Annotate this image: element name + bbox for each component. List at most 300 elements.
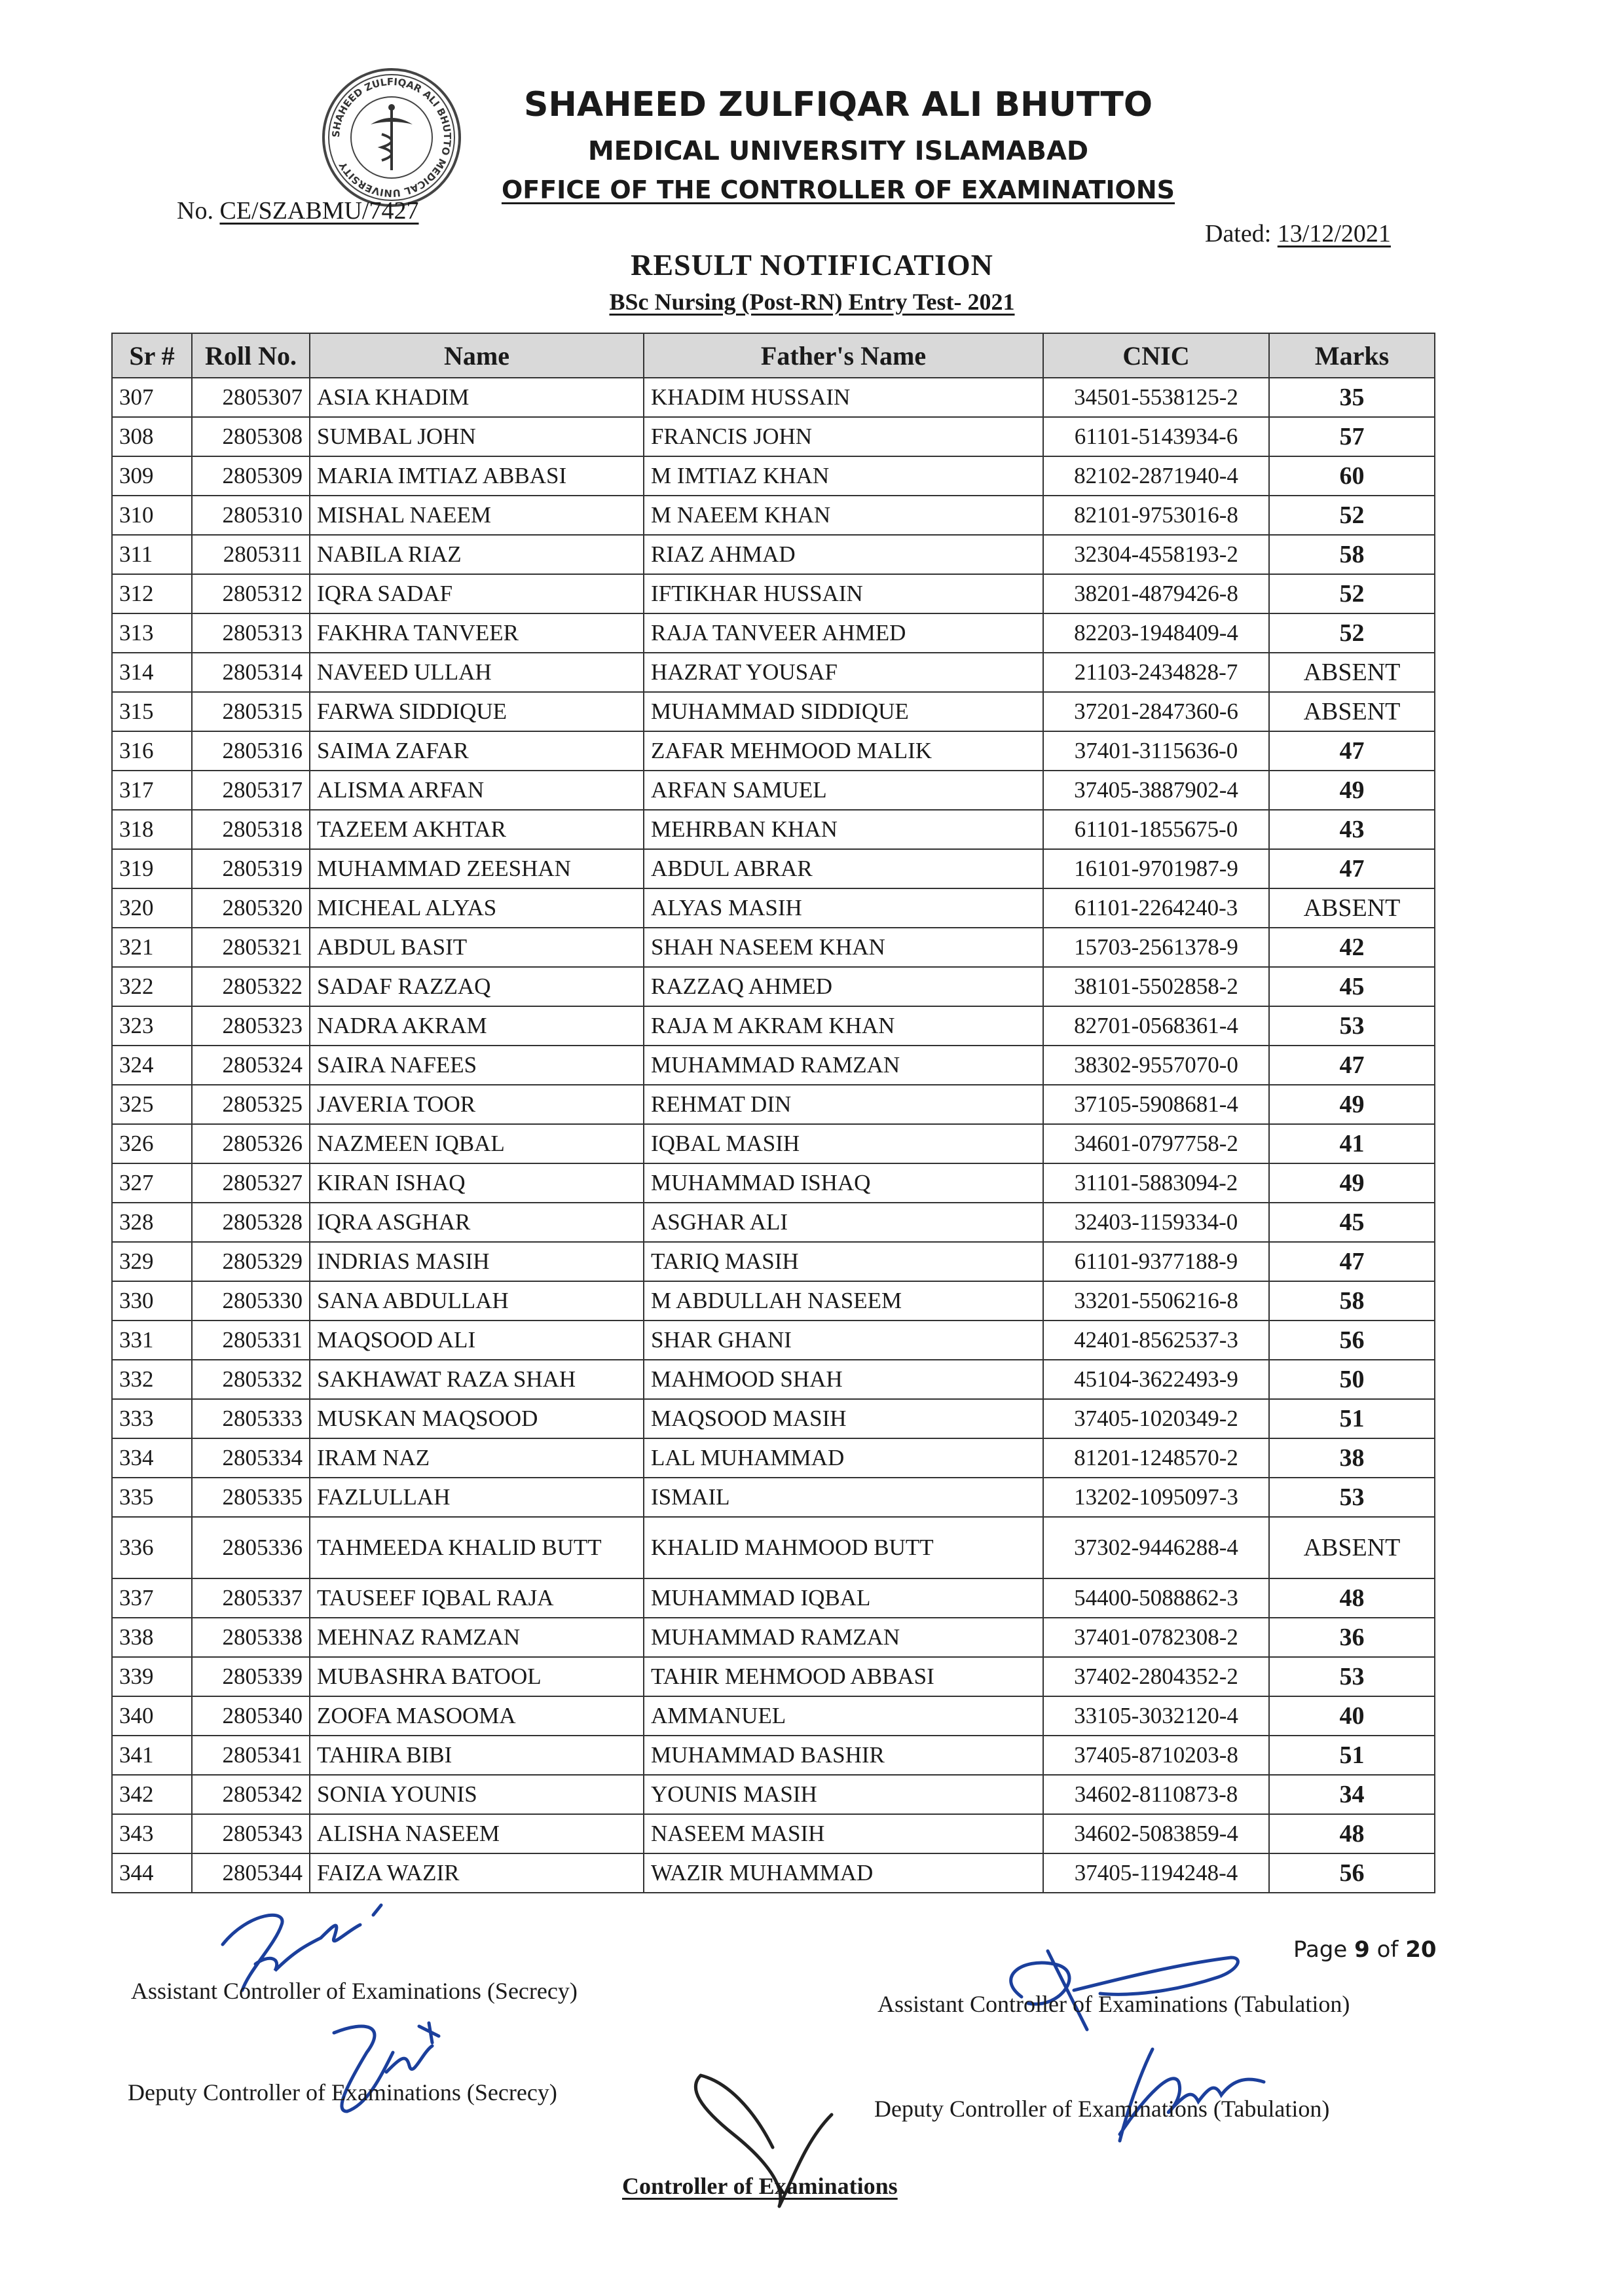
table-row <box>112 1085 1435 1124</box>
cnic-cell: 37201-2847360-6 <box>1043 692 1269 731</box>
table-row <box>112 1814 1435 1853</box>
roll-no-cell: 2805312 <box>192 574 310 613</box>
name-cell: FAZLULLAH <box>310 1478 644 1517</box>
fathers-name-cell: MAHMOOD SHAH <box>644 1360 1043 1399</box>
cnic-cell: 34601-0797758-2 <box>1043 1124 1269 1163</box>
cnic-cell: 61101-9377188-9 <box>1043 1242 1269 1281</box>
marks-cell: 53 <box>1269 1006 1435 1046</box>
university-subtitle: MEDICAL UNIVERSITY ISLAMABAD <box>587 136 1089 166</box>
sr-cell: 317 <box>112 771 192 810</box>
sr-cell: 337 <box>112 1578 192 1618</box>
notification-subtitle-text: BSc Nursing (Post-RN) Entry Test- 2021 <box>609 289 1015 315</box>
cnic-cell: 32304-4558193-2 <box>1043 535 1269 574</box>
marks-cell: 49 <box>1269 1085 1435 1124</box>
name-cell: TAUSEEF IQBAL RAJA <box>310 1578 644 1618</box>
roll-no-cell: 2805322 <box>192 967 310 1006</box>
marks-cell: 56 <box>1269 1853 1435 1893</box>
table-row <box>112 1618 1435 1657</box>
roll-no-cell: 2805311 <box>192 535 310 574</box>
roll-no-cell: 2805319 <box>192 849 310 888</box>
table-row <box>112 1242 1435 1281</box>
sr-cell: 334 <box>112 1438 192 1478</box>
roll-no-cell: 2805326 <box>192 1124 310 1163</box>
marks-cell: ABSENT <box>1269 888 1435 928</box>
fathers-name-cell: WAZIR MUHAMMAD <box>644 1853 1043 1893</box>
roll-no-cell: 2805313 <box>192 613 310 653</box>
marks-cell: ABSENT <box>1269 1517 1435 1578</box>
fathers-name-cell: TARIQ MASIH <box>644 1242 1043 1281</box>
roll-no-cell: 2805336 <box>192 1517 310 1578</box>
fathers-name-cell: MUHAMMAD ISHAQ <box>644 1163 1043 1203</box>
table-row <box>112 378 1435 417</box>
marks-cell: 58 <box>1269 1281 1435 1321</box>
cnic-cell: 37405-1194248-4 <box>1043 1853 1269 1893</box>
fathers-name-cell: SHAH NASEEM KHAN <box>644 928 1043 967</box>
name-cell: SADAF RAZZAQ <box>310 967 644 1006</box>
page-of: of <box>1376 1937 1399 1963</box>
signature-deputy-secrecy <box>308 2013 458 2124</box>
fathers-name-cell: SHAR GHANI <box>644 1321 1043 1360</box>
table-row <box>112 1517 1435 1578</box>
name-cell: SAIRA NAFEES <box>310 1046 644 1085</box>
name-cell: ZOOFA MASOOMA <box>310 1696 644 1736</box>
cnic-cell: 15703-2561378-9 <box>1043 928 1269 967</box>
table-row <box>112 967 1435 1006</box>
name-cell: SAIMA ZAFAR <box>310 731 644 771</box>
table-row <box>112 1399 1435 1438</box>
marks-cell: 51 <box>1269 1399 1435 1438</box>
marks-cell: 36 <box>1269 1618 1435 1657</box>
table-row <box>112 1775 1435 1814</box>
cnic-cell: 82101-9753016-8 <box>1043 496 1269 535</box>
marks-cell: 48 <box>1269 1578 1435 1618</box>
table-header-row <box>112 333 1435 378</box>
table-row <box>112 1163 1435 1203</box>
fathers-name-cell: ISMAIL <box>644 1478 1043 1517</box>
cnic-cell: 37302-9446288-4 <box>1043 1517 1269 1578</box>
roll-no-cell: 2805308 <box>192 417 310 456</box>
marks-cell: 42 <box>1269 928 1435 967</box>
fathers-name-cell: MUHAMMAD BASHIR <box>644 1736 1043 1775</box>
cnic-cell: 38201-4879426-8 <box>1043 574 1269 613</box>
roll-no-cell: 2805318 <box>192 810 310 849</box>
table-row <box>112 1736 1435 1775</box>
cnic-cell: 21103-2434828-7 <box>1043 653 1269 692</box>
fathers-name-cell: AMMANUEL <box>644 1696 1043 1736</box>
sr-cell: 310 <box>112 496 192 535</box>
name-cell: MISHAL NAEEM <box>310 496 644 535</box>
fathers-name-cell: HAZRAT YOUSAF <box>644 653 1043 692</box>
sr-cell: 344 <box>112 1853 192 1893</box>
marks-cell: 47 <box>1269 1242 1435 1281</box>
fathers-name-cell: MUHAMMAD SIDDIQUE <box>644 692 1043 731</box>
sr-cell: 338 <box>112 1618 192 1657</box>
date-value: 13/12/2021 <box>1277 220 1391 247</box>
cnic-cell: 37405-8710203-8 <box>1043 1736 1269 1775</box>
name-cell: MEHNAZ RAMZAN <box>310 1618 644 1657</box>
cnic-cell: 31101-5883094-2 <box>1043 1163 1269 1203</box>
name-cell: IRAM NAZ <box>310 1438 644 1478</box>
marks-cell: 41 <box>1269 1124 1435 1163</box>
name-cell: TAHIRA BIBI <box>310 1736 644 1775</box>
fathers-name-cell: ZAFAR MEHMOOD MALIK <box>644 731 1043 771</box>
marks-cell: 49 <box>1269 1163 1435 1203</box>
table-row <box>112 1578 1435 1618</box>
cnic-cell: 34602-8110873-8 <box>1043 1775 1269 1814</box>
marks-cell: 45 <box>1269 1203 1435 1242</box>
sr-cell: 312 <box>112 574 192 613</box>
table-row <box>112 849 1435 888</box>
signature-asst-tabulation <box>982 1938 1257 2036</box>
roll-no-cell: 2805309 <box>192 456 310 496</box>
name-cell: ALISMA ARFAN <box>310 771 644 810</box>
header-name: Name <box>310 333 644 378</box>
roll-no-cell: 2805329 <box>192 1242 310 1281</box>
fathers-name-cell: IQBAL MASIH <box>644 1124 1043 1163</box>
fathers-name-cell: MUHAMMAD IQBAL <box>644 1578 1043 1618</box>
marks-cell: 51 <box>1269 1736 1435 1775</box>
cnic-cell: 37405-1020349-2 <box>1043 1399 1269 1438</box>
sr-cell: 321 <box>112 928 192 967</box>
cnic-cell: 33201-5506216-8 <box>1043 1281 1269 1321</box>
table-row <box>112 810 1435 849</box>
results-table <box>111 333 1435 1893</box>
sr-cell: 308 <box>112 417 192 456</box>
sr-cell: 323 <box>112 1006 192 1046</box>
fathers-name-cell: IFTIKHAR HUSSAIN <box>644 574 1043 613</box>
sr-cell: 341 <box>112 1736 192 1775</box>
cnic-cell: 34501-5538125-2 <box>1043 378 1269 417</box>
marks-cell: 45 <box>1269 967 1435 1006</box>
cnic-cell: 54400-5088862-3 <box>1043 1578 1269 1618</box>
sr-cell: 315 <box>112 692 192 731</box>
name-cell: NADRA AKRAM <box>310 1006 644 1046</box>
sr-cell: 342 <box>112 1775 192 1814</box>
fathers-name-cell: ABDUL ABRAR <box>644 849 1043 888</box>
roll-no-cell: 2805330 <box>192 1281 310 1321</box>
cnic-cell: 81201-1248570-2 <box>1043 1438 1269 1478</box>
label-asst-controller-secrecy: Assistant Controller of Examinations (Secrecy) <box>131 1978 578 2004</box>
table-row <box>112 888 1435 928</box>
cnic-cell: 37405-3887902-4 <box>1043 771 1269 810</box>
reference-number <box>177 196 419 225</box>
name-cell: NABILA RIAZ <box>310 535 644 574</box>
cnic-cell: 37401-3115636-0 <box>1043 731 1269 771</box>
cnic-cell: 13202-1095097-3 <box>1043 1478 1269 1517</box>
table-row <box>112 653 1435 692</box>
marks-cell: 43 <box>1269 810 1435 849</box>
fathers-name-cell: REHMAT DIN <box>644 1085 1043 1124</box>
roll-no-cell: 2805324 <box>192 1046 310 1085</box>
signature-deputy-tabulation <box>1100 2036 1277 2147</box>
page-current: 9 <box>1354 1937 1370 1963</box>
marks-cell: 53 <box>1269 1657 1435 1696</box>
header-cnic: CNIC <box>1043 333 1269 378</box>
cnic-cell: 82203-1948409-4 <box>1043 613 1269 653</box>
marks-cell: 47 <box>1269 1046 1435 1085</box>
cnic-cell: 82701-0568361-4 <box>1043 1006 1269 1046</box>
marks-cell: 34 <box>1269 1775 1435 1814</box>
sr-cell: 339 <box>112 1657 192 1696</box>
marks-cell: ABSENT <box>1269 653 1435 692</box>
fathers-name-cell: TAHIR MEHMOOD ABBASI <box>644 1657 1043 1696</box>
roll-no-cell: 2805325 <box>192 1085 310 1124</box>
fathers-name-cell: M NAEEM KHAN <box>644 496 1043 535</box>
table-row <box>112 456 1435 496</box>
table-row <box>112 417 1435 456</box>
marks-cell: 47 <box>1269 849 1435 888</box>
name-cell: ALISHA NASEEM <box>310 1814 644 1853</box>
sr-cell: 318 <box>112 810 192 849</box>
sr-cell: 343 <box>112 1814 192 1853</box>
fathers-name-cell: KHADIM HUSSAIN <box>644 378 1043 417</box>
notification-subtitle <box>0 288 1624 316</box>
marks-cell: 52 <box>1269 496 1435 535</box>
roll-no-cell: 2805335 <box>192 1478 310 1517</box>
label-controller-of-examinations: Controller of Examinations <box>622 2173 898 2199</box>
table-row <box>112 535 1435 574</box>
table-row <box>112 1124 1435 1163</box>
cnic-cell: 82102-2871940-4 <box>1043 456 1269 496</box>
fathers-name-cell: MUHAMMAD RAMZAN <box>644 1046 1043 1085</box>
cnic-cell: 16101-9701987-9 <box>1043 849 1269 888</box>
cnic-cell: 37402-2804352-2 <box>1043 1657 1269 1696</box>
fathers-name-cell: KHALID MAHMOOD BUTT <box>644 1517 1043 1578</box>
header-roll-no: Roll No. <box>192 333 310 378</box>
name-cell: MUSKAN MAQSOOD <box>310 1399 644 1438</box>
sr-cell: 314 <box>112 653 192 692</box>
table-row <box>112 1853 1435 1893</box>
roll-no-cell: 2805328 <box>192 1203 310 1242</box>
cnic-cell: 45104-3622493-9 <box>1043 1360 1269 1399</box>
roll-no-cell: 2805315 <box>192 692 310 731</box>
roll-no-cell: 2805331 <box>192 1321 310 1360</box>
sr-cell: 309 <box>112 456 192 496</box>
fathers-name-cell: MAQSOOD MASIH <box>644 1399 1043 1438</box>
fathers-name-cell: ASGHAR ALI <box>644 1203 1043 1242</box>
fathers-name-cell: NASEEM MASIH <box>644 1814 1043 1853</box>
roll-no-cell: 2805334 <box>192 1438 310 1478</box>
sr-cell: 311 <box>112 535 192 574</box>
page-indicator <box>1293 1937 1437 1963</box>
fathers-name-cell: FRANCIS JOHN <box>644 417 1043 456</box>
sr-cell: 340 <box>112 1696 192 1736</box>
sr-cell: 328 <box>112 1203 192 1242</box>
roll-no-cell: 2805307 <box>192 378 310 417</box>
sr-cell: 324 <box>112 1046 192 1085</box>
marks-cell: 49 <box>1269 771 1435 810</box>
fathers-name-cell: RAZZAQ AHMED <box>644 967 1043 1006</box>
marks-cell: 57 <box>1269 417 1435 456</box>
name-cell: SUMBAL JOHN <box>310 417 644 456</box>
cnic-cell: 37105-5908681-4 <box>1043 1085 1269 1124</box>
name-cell: FAKHRA TANVEER <box>310 613 644 653</box>
sr-cell: 325 <box>112 1085 192 1124</box>
table-row <box>112 1321 1435 1360</box>
roll-no-cell: 2805340 <box>192 1696 310 1736</box>
table-row <box>112 692 1435 731</box>
seal-text: SHAHEED ZULFIQAR ALI BHUTTO MEDICAL UNIVERSITY <box>329 75 454 200</box>
sr-cell: 313 <box>112 613 192 653</box>
roll-no-cell: 2805344 <box>192 1853 310 1893</box>
sr-cell: 335 <box>112 1478 192 1517</box>
cnic-cell: 32403-1159334-0 <box>1043 1203 1269 1242</box>
table-row <box>112 1046 1435 1085</box>
issue-date <box>1205 219 1391 248</box>
header-marks: Marks <box>1269 333 1435 378</box>
table-row <box>112 1696 1435 1736</box>
table-row <box>112 1478 1435 1517</box>
roll-no-cell: 2805321 <box>192 928 310 967</box>
sr-cell: 319 <box>112 849 192 888</box>
label-deputy-controller-secrecy: Deputy Controller of Examinations (Secrecy) <box>128 2079 557 2105</box>
cnic-cell: 38101-5502858-2 <box>1043 967 1269 1006</box>
sr-cell: 326 <box>112 1124 192 1163</box>
name-cell: TAHMEEDA KHALID BUTT <box>310 1517 644 1578</box>
name-cell: IQRA ASGHAR <box>310 1203 644 1242</box>
fathers-name-cell: M IMTIAZ KHAN <box>644 456 1043 496</box>
header-sr: Sr # <box>112 333 192 378</box>
table-row <box>112 731 1435 771</box>
table-row <box>112 928 1435 967</box>
sr-cell: 332 <box>112 1360 192 1399</box>
fathers-name-cell: RAJA M AKRAM KHAN <box>644 1006 1043 1046</box>
marks-cell: 50 <box>1269 1360 1435 1399</box>
fathers-name-cell: MUHAMMAD RAMZAN <box>644 1618 1043 1657</box>
marks-cell: 35 <box>1269 378 1435 417</box>
sr-cell: 322 <box>112 967 192 1006</box>
cnic-cell: 42401-8562537-3 <box>1043 1321 1269 1360</box>
marks-cell: 52 <box>1269 574 1435 613</box>
roll-no-cell: 2805337 <box>192 1578 310 1618</box>
name-cell: MICHEAL ALYAS <box>310 888 644 928</box>
name-cell: FARWA SIDDIQUE <box>310 692 644 731</box>
cnic-cell: 34602-5083859-4 <box>1043 1814 1269 1853</box>
name-cell: TAZEEM AKHTAR <box>310 810 644 849</box>
table-row <box>112 1657 1435 1696</box>
cnic-cell: 37401-0782308-2 <box>1043 1618 1269 1657</box>
fathers-name-cell: RIAZ AHMAD <box>644 535 1043 574</box>
roll-no-cell: 2805333 <box>192 1399 310 1438</box>
cnic-cell: 33105-3032120-4 <box>1043 1696 1269 1736</box>
fathers-name-cell: M ABDULLAH NASEEM <box>644 1281 1043 1321</box>
sr-cell: 329 <box>112 1242 192 1281</box>
roll-no-cell: 2805338 <box>192 1618 310 1657</box>
marks-cell: ABSENT <box>1269 692 1435 731</box>
marks-cell: 52 <box>1269 613 1435 653</box>
name-cell: JAVERIA TOOR <box>310 1085 644 1124</box>
name-cell: MUHAMMAD ZEESHAN <box>310 849 644 888</box>
marks-cell: 38 <box>1269 1438 1435 1478</box>
reference-label: No. <box>177 197 213 225</box>
office-title-text: OFFICE OF THE CONTROLLER OF EXAMINATIONS <box>501 175 1175 204</box>
page-total: 20 <box>1405 1937 1437 1963</box>
marks-cell: 48 <box>1269 1814 1435 1853</box>
roll-no-cell: 2805320 <box>192 888 310 928</box>
fathers-name-cell: ARFAN SAMUEL <box>644 771 1043 810</box>
table-row <box>112 574 1435 613</box>
roll-no-cell: 2805310 <box>192 496 310 535</box>
fathers-name-cell: MEHRBAN KHAN <box>644 810 1043 849</box>
table-row <box>112 1438 1435 1478</box>
date-label: Dated: <box>1205 220 1272 247</box>
roll-no-cell: 2805316 <box>192 731 310 771</box>
table-row <box>112 771 1435 810</box>
marks-cell: 58 <box>1269 535 1435 574</box>
table-row <box>112 496 1435 535</box>
table-row <box>112 1281 1435 1321</box>
cnic-cell: 38302-9557070-0 <box>1043 1046 1269 1085</box>
cnic-cell: 61101-5143934-6 <box>1043 417 1269 456</box>
sr-cell: 307 <box>112 378 192 417</box>
name-cell: ASIA KHADIM <box>310 378 644 417</box>
name-cell: MARIA IMTIAZ ABBASI <box>310 456 644 496</box>
header-fathers-name: Father's Name <box>644 333 1043 378</box>
sr-cell: 320 <box>112 888 192 928</box>
roll-no-cell: 2805332 <box>192 1360 310 1399</box>
name-cell: ABDUL BASIT <box>310 928 644 967</box>
roll-no-cell: 2805314 <box>192 653 310 692</box>
name-cell: FAIZA WAZIR <box>310 1853 644 1893</box>
marks-cell: 47 <box>1269 731 1435 771</box>
name-cell: NAVEED ULLAH <box>310 653 644 692</box>
roll-no-cell: 2805317 <box>192 771 310 810</box>
cnic-cell: 61101-1855675-0 <box>1043 810 1269 849</box>
name-cell: MUBASHRA BATOOL <box>310 1657 644 1696</box>
marks-cell: 53 <box>1269 1478 1435 1517</box>
name-cell: NAZMEEN IQBAL <box>310 1124 644 1163</box>
name-cell: IQRA SADAF <box>310 574 644 613</box>
sr-cell: 333 <box>112 1399 192 1438</box>
fathers-name-cell: YOUNIS MASIH <box>644 1775 1043 1814</box>
roll-no-cell: 2805327 <box>192 1163 310 1203</box>
results-body <box>112 378 1435 1893</box>
fathers-name-cell: LAL MUHAMMAD <box>644 1438 1043 1478</box>
page-label: Page <box>1293 1937 1348 1963</box>
fathers-name-cell: ALYAS MASIH <box>644 888 1043 928</box>
marks-cell: 40 <box>1269 1696 1435 1736</box>
sr-cell: 336 <box>112 1517 192 1578</box>
name-cell: SAKHAWAT RAZA SHAH <box>310 1360 644 1399</box>
name-cell: SONIA YOUNIS <box>310 1775 644 1814</box>
reference-value: CE/SZABMU/7427 <box>219 197 419 225</box>
name-cell: MAQSOOD ALI <box>310 1321 644 1360</box>
roll-no-cell: 2805341 <box>192 1736 310 1775</box>
sr-cell: 316 <box>112 731 192 771</box>
table-row <box>112 1203 1435 1242</box>
table-row <box>112 1006 1435 1046</box>
roll-no-cell: 2805339 <box>192 1657 310 1696</box>
sr-cell: 331 <box>112 1321 192 1360</box>
roll-no-cell: 2805343 <box>192 1814 310 1853</box>
label-deputy-controller-tabulation: Deputy Controller of Examinations (Tabulation) <box>874 2096 1330 2122</box>
label-asst-controller-tabulation: Assistant Controller of Examinations (Tabulation) <box>877 1991 1350 2017</box>
table-row <box>112 1360 1435 1399</box>
roll-no-cell: 2805323 <box>192 1006 310 1046</box>
notification-title: RESULT NOTIFICATION <box>631 248 993 282</box>
fathers-name-cell: RAJA TANVEER AHMED <box>644 613 1043 653</box>
name-cell: INDRIAS MASIH <box>310 1242 644 1281</box>
name-cell: SANA ABDULLAH <box>310 1281 644 1321</box>
roll-no-cell: 2805342 <box>192 1775 310 1814</box>
cnic-cell: 61101-2264240-3 <box>1043 888 1269 928</box>
marks-cell: 56 <box>1269 1321 1435 1360</box>
sr-cell: 327 <box>112 1163 192 1203</box>
table-row <box>112 613 1435 653</box>
university-name: SHAHEED ZULFIQAR ALI BHUTTO <box>523 85 1153 124</box>
sr-cell: 330 <box>112 1281 192 1321</box>
name-cell: KIRAN ISHAQ <box>310 1163 644 1203</box>
